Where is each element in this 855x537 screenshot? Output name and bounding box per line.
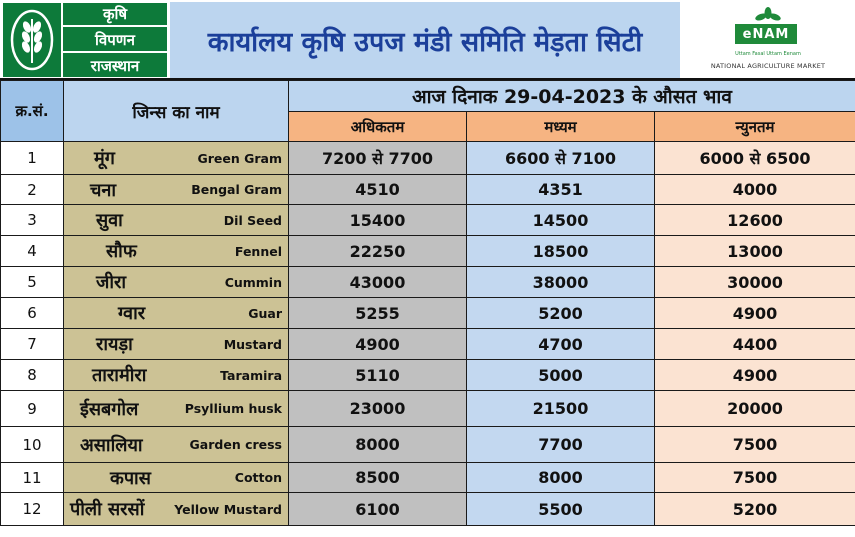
col-header-name: जिन्स का नाम	[64, 81, 289, 142]
logo-line-1: कृषि	[63, 3, 167, 27]
page-title: कार्यालय कृषि उपज मंडी समिति मेड़ता सिटी	[207, 26, 643, 58]
price-min: 30000	[655, 267, 855, 298]
table-row	[1, 267, 855, 298]
table-row	[1, 360, 855, 391]
price-max: 5255	[289, 298, 467, 329]
table-row	[1, 298, 855, 329]
commodity-hindi: सुवा	[96, 210, 123, 231]
row-sn: 3	[1, 205, 64, 236]
krishi-vipanan-logo	[2, 2, 168, 78]
row-sn: 9	[1, 391, 64, 427]
price-mid: 5200	[467, 298, 655, 329]
col-header-sn: क्र.सं.	[1, 81, 64, 142]
price-max: 22250	[289, 236, 467, 267]
price-mid: 21500	[467, 391, 655, 427]
commodity-english: Mustard	[223, 336, 282, 352]
price-min: 7500	[655, 463, 855, 493]
enam-wordmark: eNAM	[735, 24, 797, 44]
leaf-icon	[733, 6, 803, 26]
commodity-english: Green Gram	[197, 150, 282, 166]
price-max: 4510	[289, 175, 467, 205]
commodity-hindi: मूंग	[94, 148, 115, 169]
price-mid: 6600 से 7100	[467, 142, 655, 175]
commodity-name	[64, 493, 289, 526]
commodity-hindi: पीली सरसों	[70, 499, 145, 520]
row-sn: 4	[1, 236, 64, 267]
price-mid: 8000	[467, 463, 655, 493]
logo-line-2: विपणन	[63, 29, 167, 53]
commodity-name	[64, 236, 289, 267]
row-sn: 1	[1, 142, 64, 175]
commodity-name	[64, 267, 289, 298]
commodity-hindi: सौफ	[106, 241, 137, 262]
table-row	[1, 427, 855, 463]
price-max: 6100	[289, 493, 467, 526]
price-mid: 18500	[467, 236, 655, 267]
price-min: 20000	[655, 391, 855, 427]
commodity-english: Guar	[248, 305, 282, 321]
price-mid: 7700	[467, 427, 655, 463]
row-sn: 10	[1, 427, 64, 463]
commodity-name	[64, 391, 289, 427]
table-row	[1, 329, 855, 360]
commodity-name	[64, 175, 289, 205]
commodity-name	[64, 329, 289, 360]
commodity-name	[64, 463, 289, 493]
commodity-hindi: तारामीरा	[92, 365, 147, 386]
wheat-icon	[3, 3, 63, 77]
enam-logo	[684, 2, 852, 78]
commodity-english: Cotton	[234, 470, 282, 485]
col-header-max: अधिकतम	[289, 112, 467, 142]
price-min: 13000	[655, 236, 855, 267]
commodity-english: Taramira	[220, 367, 282, 383]
header	[0, 0, 855, 80]
row-sn: 7	[1, 329, 64, 360]
price-mid: 14500	[467, 205, 655, 236]
title-band	[170, 2, 680, 78]
price-mid: 5000	[467, 360, 655, 391]
commodity-hindi: असालिया	[80, 434, 143, 456]
commodity-hindi: ग्वार	[118, 303, 146, 324]
price-min: 7500	[655, 427, 855, 463]
row-sn: 6	[1, 298, 64, 329]
row-sn: 11	[1, 463, 64, 493]
commodity-name	[64, 205, 289, 236]
price-max: 15400	[289, 205, 467, 236]
table-row	[1, 205, 855, 236]
table-row	[1, 391, 855, 427]
price-mid: 5500	[467, 493, 655, 526]
table-row	[1, 236, 855, 267]
commodity-name	[64, 427, 289, 463]
price-max: 43000	[289, 267, 467, 298]
commodity-hindi: कपास	[110, 467, 151, 489]
price-table	[0, 80, 855, 526]
commodity-english: Garden cress	[189, 437, 282, 452]
price-mid: 4700	[467, 329, 655, 360]
row-sn: 12	[1, 493, 64, 526]
table-row	[1, 142, 855, 175]
table-row	[1, 463, 855, 493]
row-sn: 2	[1, 175, 64, 205]
price-max: 7200 से 7700	[289, 142, 467, 175]
commodity-english: Psyllium husk	[184, 401, 282, 416]
enam-subtitle: NATIONAL AGRICULTURE MARKET	[710, 62, 826, 70]
commodity-hindi: रायड़ा	[96, 334, 133, 355]
commodity-english: Yellow Mustard	[174, 501, 282, 517]
price-min: 5200	[655, 493, 855, 526]
commodity-hindi: जीरा	[96, 272, 127, 293]
price-max: 4900	[289, 329, 467, 360]
price-min: 4000	[655, 175, 855, 205]
price-max: 8500	[289, 463, 467, 493]
commodity-english: Cummin	[224, 274, 282, 290]
price-max: 8000	[289, 427, 467, 463]
col-header-min: न्युनतम	[655, 112, 855, 142]
logo-line-3: राजस्थान	[90, 57, 140, 75]
enam-tagline: Uttam Fasal Uttam Eenam	[735, 51, 801, 57]
commodity-hindi: ईसबगोल	[80, 398, 139, 420]
price-min: 12600	[655, 205, 855, 236]
price-max: 5110	[289, 360, 467, 391]
price-min: 6000 से 6500	[655, 142, 855, 175]
price-max: 23000	[289, 391, 467, 427]
price-mid: 38000	[467, 267, 655, 298]
price-min: 4400	[655, 329, 855, 360]
date-heading: आज दिनाक 29-04-2023 के औसत भाव	[289, 81, 855, 112]
commodity-english: Fennel	[234, 243, 282, 259]
row-sn: 8	[1, 360, 64, 391]
col-header-mid: मध्यम	[467, 112, 655, 142]
price-min: 4900	[655, 298, 855, 329]
table-row	[1, 175, 855, 205]
commodity-name	[64, 142, 289, 175]
commodity-english: Bengal Gram	[191, 182, 282, 197]
price-mid: 4351	[467, 175, 655, 205]
commodity-name	[64, 360, 289, 391]
commodity-name	[64, 298, 289, 329]
price-min: 4900	[655, 360, 855, 391]
table-row	[1, 493, 855, 526]
commodity-hindi: चना	[90, 179, 117, 201]
row-sn: 5	[1, 267, 64, 298]
commodity-english: Dil Seed	[223, 212, 282, 228]
